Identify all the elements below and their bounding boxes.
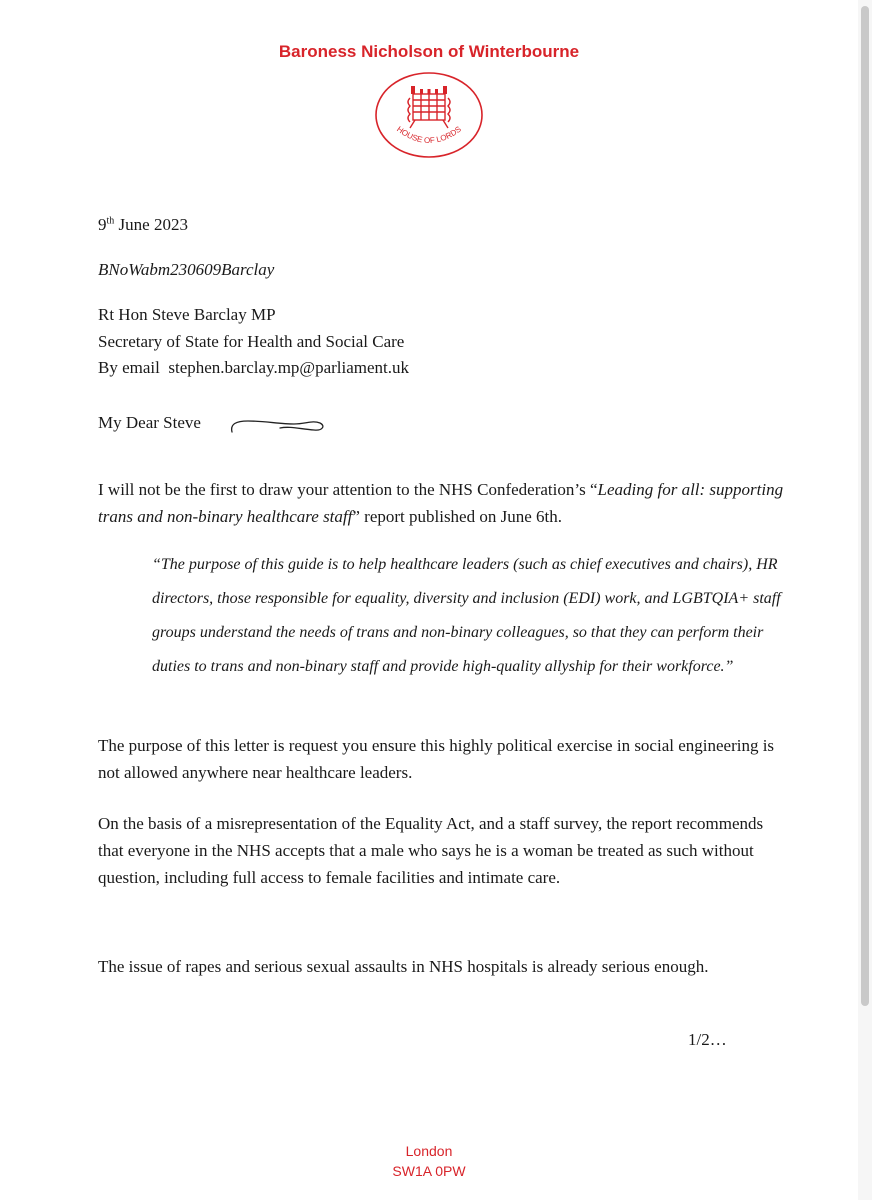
salutation: My Dear Steve bbox=[98, 413, 201, 432]
crest-text: HOUSE OF LORDS bbox=[395, 124, 463, 146]
recipient-title: Secretary of State for Health and Social Care bbox=[98, 332, 405, 351]
paragraph-intro bbox=[98, 476, 788, 530]
intro-start: I will not be the first to draw your attention to the NHS Confederation’s “ bbox=[98, 480, 598, 499]
vertical-scrollbar[interactable] bbox=[858, 0, 872, 1200]
date-rest: June 2023 bbox=[114, 215, 188, 234]
recipient-email-line bbox=[98, 358, 409, 378]
date-suffix: th bbox=[106, 215, 115, 227]
scrollbar-thumb[interactable] bbox=[861, 6, 869, 1006]
reference-code: BNoWabm230609Barclay bbox=[98, 260, 275, 279]
email-prefix: By email bbox=[98, 358, 169, 377]
svg-text:HOUSE OF LORDS bbox=[395, 125, 463, 145]
page-number: 1/2… bbox=[688, 1030, 727, 1049]
house-of-lords-crest bbox=[374, 70, 484, 160]
footer-postcode: SW1A 0PW bbox=[392, 1163, 466, 1179]
report-quote: “The purpose of this guide is to help healthcare leaders (such as chief executives and chairs), HR directors, those responsible for equality, diversity and inclusion (EDI) work, and LGBTQIA+ staff groups understand the needs of trans and non-binary colleagues, so that they can perform their duties to trans and non-binary staff and provide high-quality allyship for their workforce.” bbox=[152, 556, 781, 675]
intro-end: ” report published on June 6th. bbox=[352, 507, 562, 526]
recipient-email: stephen.barclay.mp@parliament.uk bbox=[168, 358, 410, 377]
paragraph-recommendation: On the basis of a misrepresentation of the Equality Act, and a staff survey, the report recommends that everyone in the NHS accepts that a male who says he is a woman be treated as such without question, including full access to female facilities and intimate care. bbox=[98, 814, 764, 887]
date-day: 9 bbox=[98, 215, 107, 234]
footer-city: London bbox=[405, 1143, 453, 1159]
paragraph-purpose: The purpose of this letter is request you ensure this highly political exercise in social engineering is not allowed anywhere near healthcare leaders. bbox=[98, 736, 775, 782]
letter-date bbox=[98, 215, 188, 235]
report-title: Leading for all: supporting trans and non-binary healthcare staff bbox=[98, 480, 784, 526]
paragraph-assaults: The issue of rapes and serious sexual assaults in NHS hospitals is already serious enough. bbox=[98, 957, 709, 976]
recipient-name: Rt Hon Steve Barclay MP bbox=[98, 305, 276, 324]
signature-scribble bbox=[228, 412, 328, 438]
letterhead-name: Baroness Nicholson of Winterbourne bbox=[278, 42, 580, 61]
